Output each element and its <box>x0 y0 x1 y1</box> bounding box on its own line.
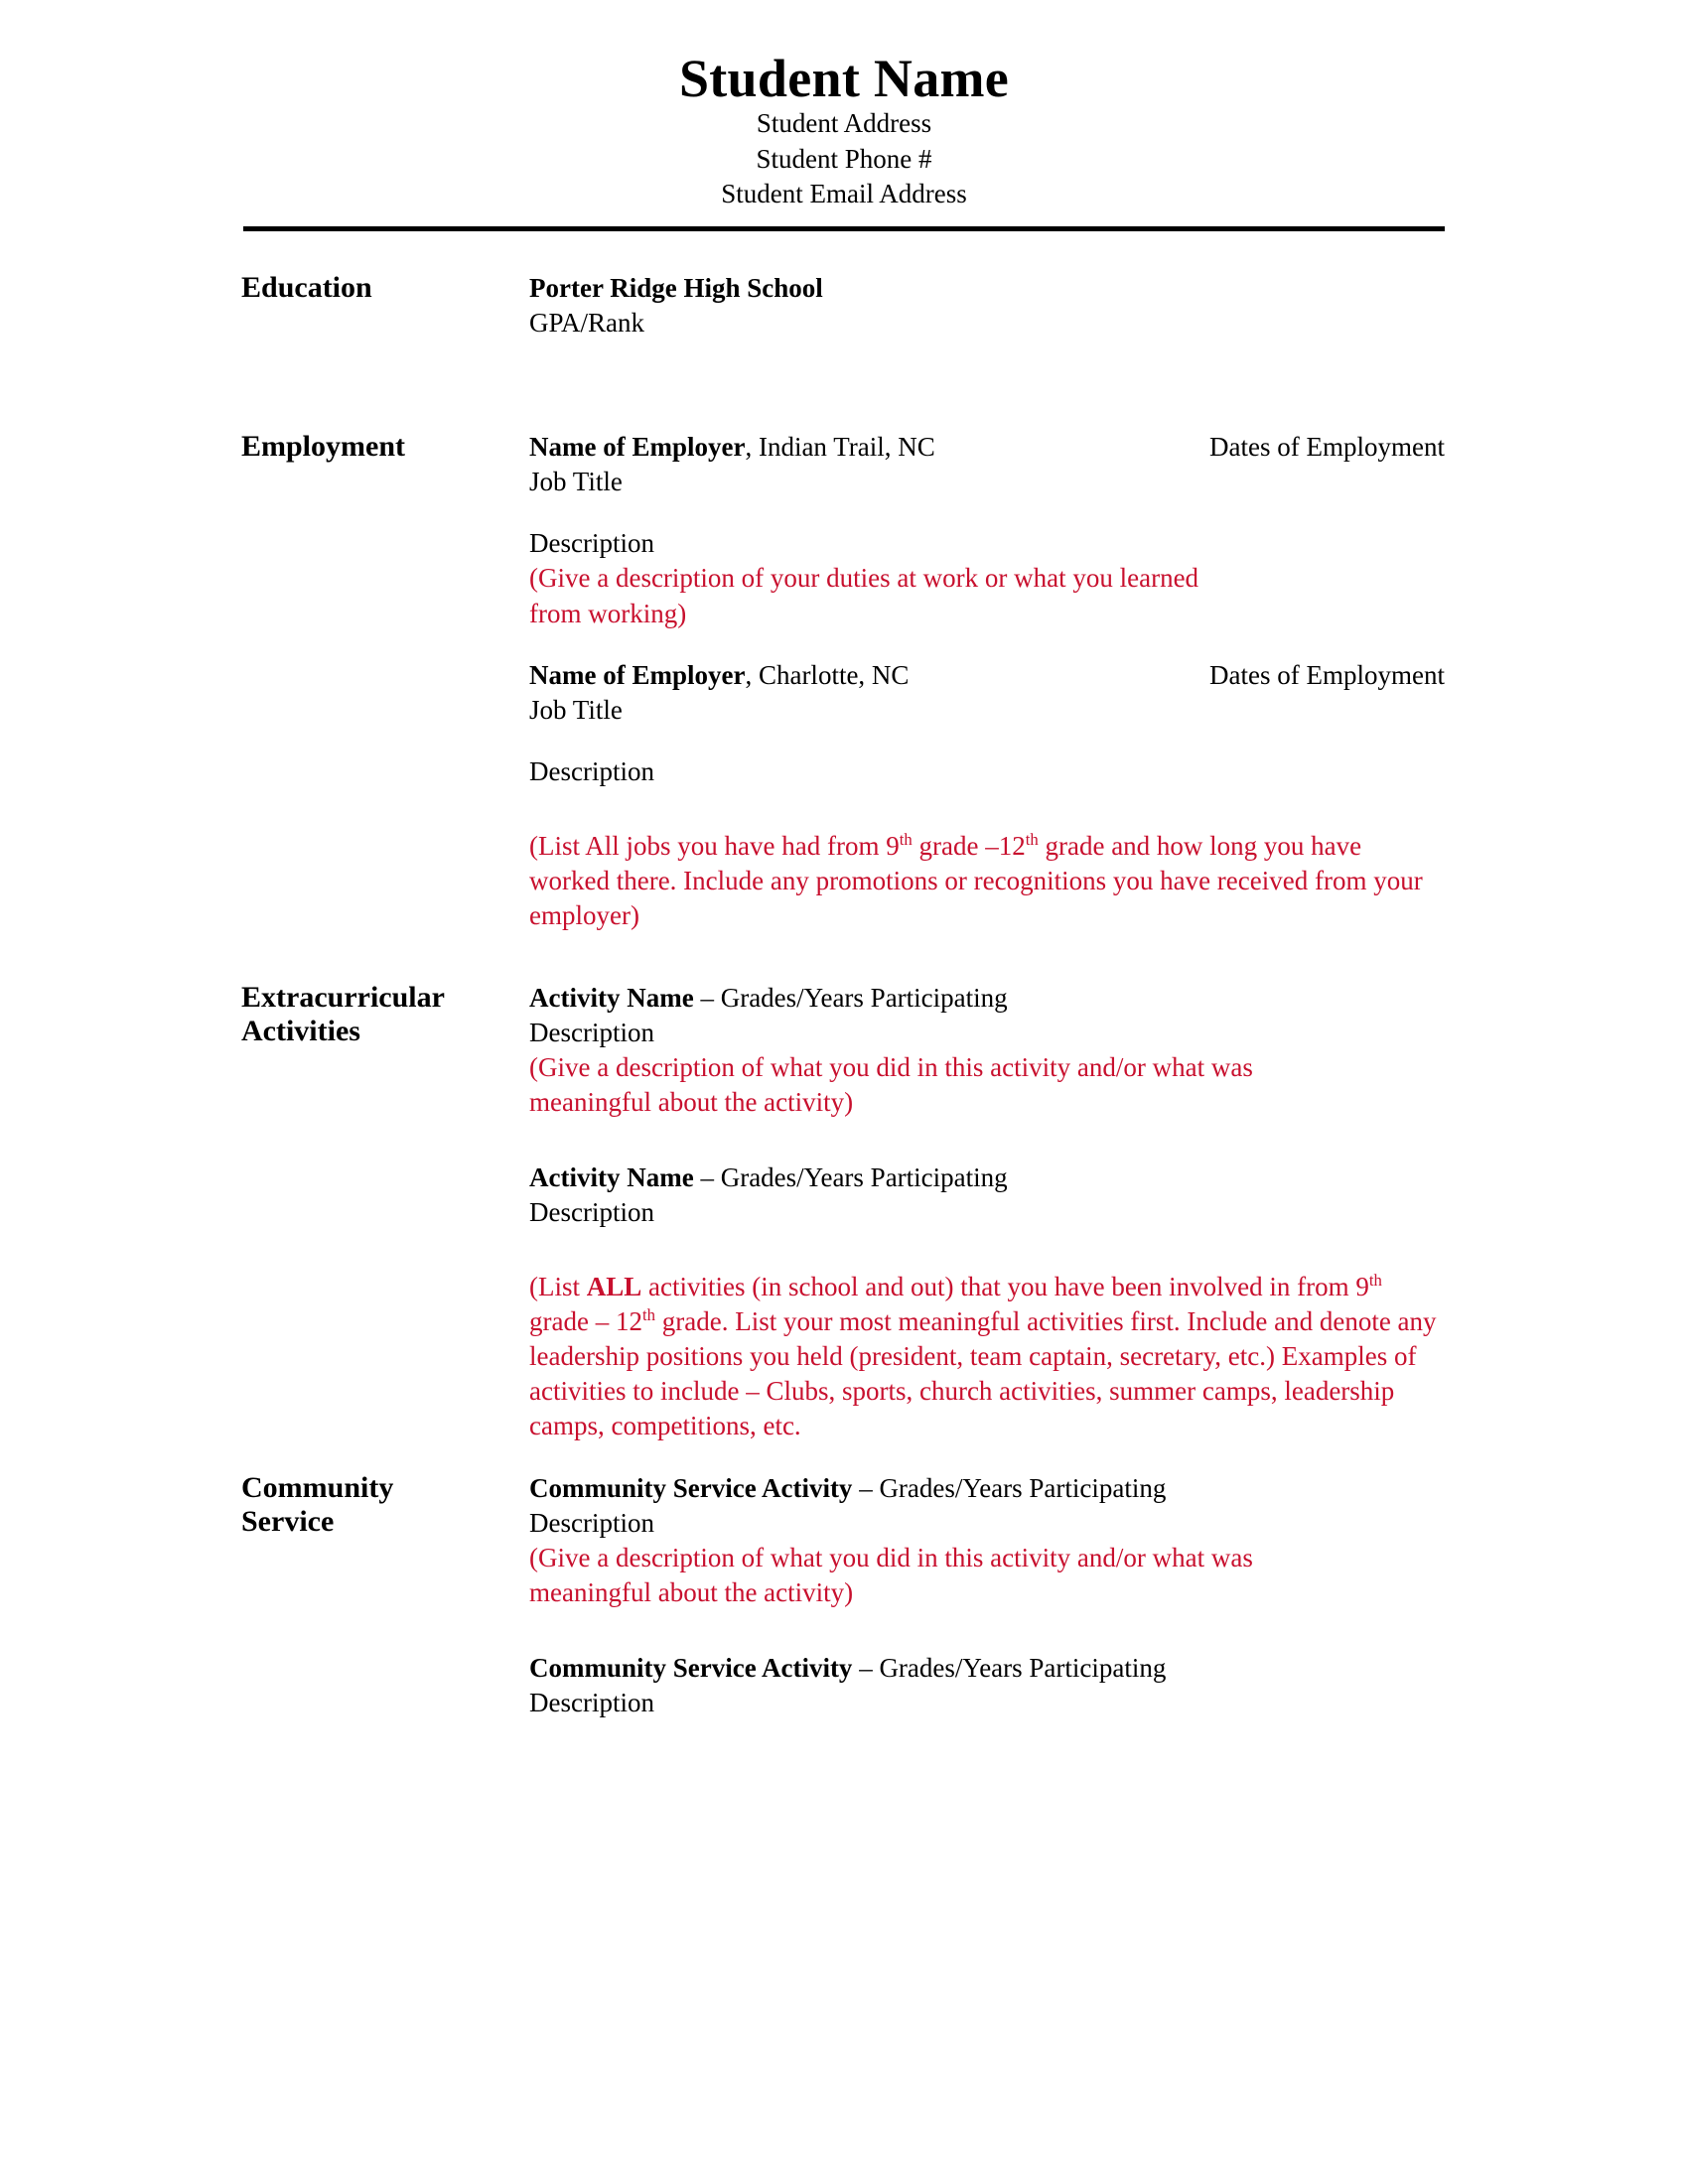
spacer <box>529 1611 1445 1651</box>
employment-entry-1-dates: Dates of Employment <box>1209 432 1445 463</box>
section-education <box>241 271 1445 341</box>
employment-entry-2-description-label: Description <box>529 755 654 786</box>
extracurricular-activity-2-header <box>529 1160 1445 1195</box>
spacer <box>529 499 1445 526</box>
section-content-education <box>529 271 1445 341</box>
contact-phone: Student Phone # <box>756 143 932 174</box>
section-employment <box>241 430 1445 933</box>
employment-entry-1-description-label: Description <box>529 528 654 559</box>
header-divider <box>243 226 1445 231</box>
section-label-community-service-line-1: Community <box>241 1471 394 1505</box>
employment-entry-2-dates: Dates of Employment <box>1209 659 1445 690</box>
extracurricular-note-part-4: grade. List your most meaningful activities first. Include and denote any leadership positions you held (president, team captain, secretary, etc.) Examples of activities to include – Clubs, sports, church activities, summer camps, leadership camps, competitions, etc. <box>529 1305 1437 1441</box>
employment-entry-1-note-line-2: from working) <box>529 598 687 628</box>
extracurricular-instruction-note <box>529 1270 1445 1443</box>
extracurricular-activity-2-name: Activity Name <box>529 1161 694 1192</box>
spacer <box>529 631 1445 658</box>
section-label-extracurricular-line-2: Activities <box>241 1014 360 1047</box>
employment-entry-1-job-title: Job Title <box>529 467 623 497</box>
section-content-extracurricular <box>529 981 1445 1443</box>
community-service-activity-1-note-line-1: (Give a description of what you did in this activity and/or what was <box>529 1543 1253 1573</box>
section-extracurricular-activities <box>241 981 1445 1443</box>
extracurricular-activity-2-grades: – Grades/Years Participating <box>693 1161 1008 1192</box>
extracurricular-activity-2-description-label: Description <box>529 1196 654 1227</box>
extracurricular-note-emphasis: ALL <box>586 1271 642 1301</box>
section-label-extracurricular-line-1: Extracurricular <box>241 981 445 1015</box>
community-service-activity-1-note-line-2: meaningful about the activity) <box>529 1577 854 1608</box>
community-service-activity-2-header <box>529 1651 1445 1686</box>
extracurricular-note-sup-2: th <box>641 1304 655 1324</box>
community-service-activity-1-name: Community Service Activity <box>529 1473 853 1504</box>
section-label-extracurricular <box>241 981 529 1047</box>
extracurricular-note-part-1: (List <box>529 1271 587 1301</box>
document-body <box>0 271 1688 1720</box>
spacer <box>529 789 1445 829</box>
section-label-employment: Employment <box>241 430 405 464</box>
extracurricular-activity-1-note-line-2: meaningful about the activity) <box>529 1087 854 1118</box>
extracurricular-activity-1-header <box>529 981 1445 1016</box>
extracurricular-note-sup-1: th <box>1368 1270 1382 1290</box>
extracurricular-note-part-3: grade – 12 <box>529 1305 642 1336</box>
section-content-community-service <box>529 1471 1445 1720</box>
employment-entry-2-job-title: Job Title <box>529 694 623 725</box>
employment-note-sup-1: th <box>899 829 913 849</box>
section-label-education: Education <box>241 270 372 304</box>
community-service-activity-1-header <box>529 1471 1445 1506</box>
community-service-activity-2-description-label: Description <box>529 1687 654 1717</box>
section-label-community-service-line-2: Service <box>241 1504 335 1538</box>
spacer <box>529 728 1445 754</box>
section-community-service <box>241 1471 1445 1720</box>
employment-entry-1-note-line-1: (Give a description of your duties at work or what you learned <box>529 563 1199 594</box>
employment-entry-2-header <box>529 658 1445 693</box>
employment-note-part-1: (List All jobs you have had from 9 <box>529 830 900 861</box>
spacer <box>529 1230 1445 1270</box>
community-service-activity-1-grades: – Grades/Years Participating <box>852 1473 1167 1504</box>
document-header <box>0 0 1688 231</box>
community-service-activity-1-description-label: Description <box>529 1508 654 1539</box>
employment-note-part-2: grade –12 <box>912 830 1026 861</box>
employment-entry-2-location: , Charlotte, NC <box>745 659 910 690</box>
employment-entry-1-employer: Name of Employer <box>529 432 746 463</box>
extracurricular-activity-1-name: Activity Name <box>529 983 694 1014</box>
employment-entry-1-employer-line <box>529 430 935 465</box>
education-school-name: Porter Ridge High School <box>529 272 823 303</box>
extracurricular-activity-1-grades: – Grades/Years Participating <box>693 983 1008 1014</box>
employment-entry-2-employer-line <box>529 658 909 693</box>
contact-address: Student Address <box>756 108 932 139</box>
page-title: Student Name <box>678 49 1010 108</box>
community-service-activity-2-grades: – Grades/Years Participating <box>852 1652 1167 1683</box>
employment-entry-1-header <box>529 430 1445 465</box>
contact-email: Student Email Address <box>721 179 967 209</box>
section-content-employment <box>529 430 1445 933</box>
spacer <box>529 1121 1445 1160</box>
extracurricular-note-part-2: activities (in school and out) that you have been involved in from 9 <box>641 1271 1369 1301</box>
employment-note-sup-2: th <box>1025 829 1039 849</box>
employment-entry-2-employer: Name of Employer <box>529 659 746 690</box>
employment-note-part-3: grade and how long you have worked there. Include any promotions or recognitions you have received from your employer) <box>529 830 1423 931</box>
extracurricular-activity-1-description-label: Description <box>529 1018 654 1048</box>
employment-instruction-note <box>529 829 1445 933</box>
employment-entry-1-location: , Indian Trail, NC <box>745 432 935 463</box>
extracurricular-activity-1-note-line-1: (Give a description of what you did in this activity and/or what was <box>529 1052 1253 1083</box>
community-service-activity-2-name: Community Service Activity <box>529 1652 853 1683</box>
education-gpa-rank: GPA/Rank <box>529 308 645 339</box>
section-label-community-service <box>241 1471 529 1538</box>
